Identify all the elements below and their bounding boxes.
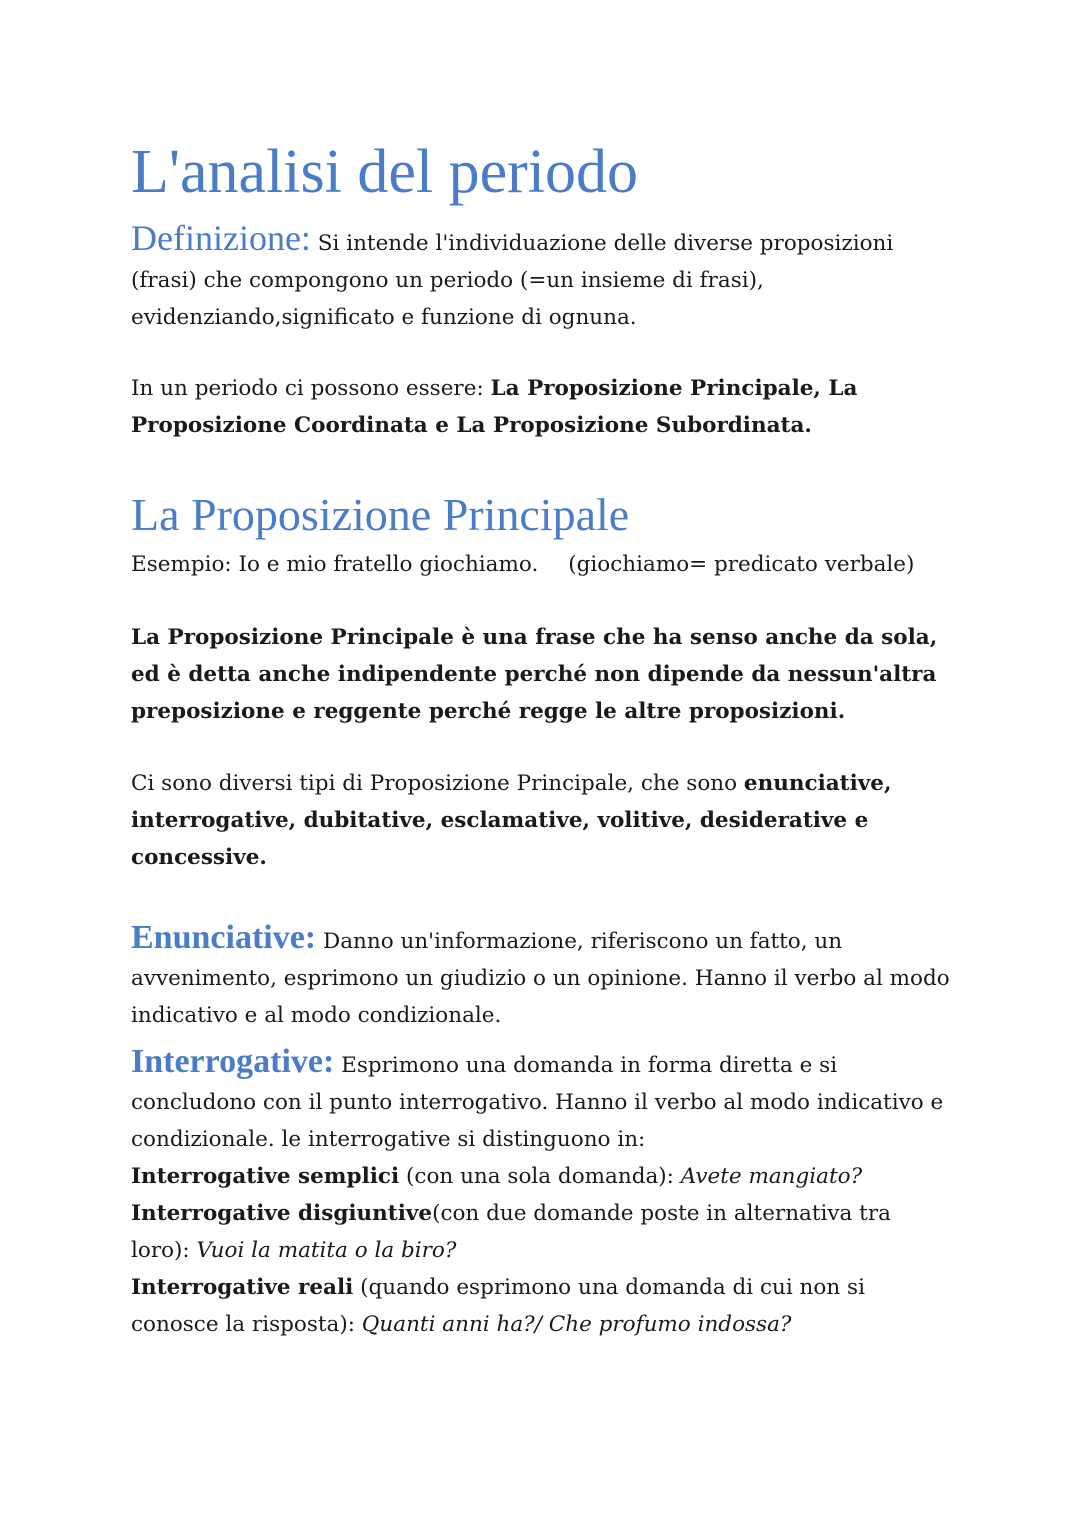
enunciative-label: Enunciative: bbox=[131, 919, 317, 956]
interrogative-item-bold: Interrogative disgiuntive bbox=[131, 1201, 433, 1226]
page-title: L'analisi del periodo bbox=[131, 138, 639, 206]
interrogative-text: Esprimono una domanda in forma diretta e si concludono con il punto interrogativo. Hanno il verbo al modo indicativo e condizionale. le interrogative si distinguono in: bbox=[131, 1053, 944, 1152]
interrogative-item-example: Avete mangiato? bbox=[680, 1164, 863, 1189]
interrogative-item bbox=[131, 1201, 891, 1263]
types-intro-text: In un periodo ci possono essere: bbox=[131, 376, 491, 401]
definition-paragraph bbox=[131, 220, 951, 336]
principale-definition-bold: La Proposizione Principale è una frase che ha senso anche da sola, ed è detta anche indipendente perché non dipende da nessun'altra preposizione e reggente perché regge le altre proposizioni. bbox=[131, 625, 938, 724]
example-note: (giochiamo= predicato verbale) bbox=[568, 552, 915, 577]
definition-text: Si intende l'individuazione delle diverse proposizioni (frasi) che compongono un periodo (=un insieme di frasi), evidenziando,significato e funzione di ognuna. bbox=[131, 231, 894, 330]
interrogative-item bbox=[131, 1275, 865, 1337]
principale-kinds-text: Ci sono diversi tipi di Proposizione Principale, che sono bbox=[131, 771, 744, 796]
principale-kinds bbox=[131, 765, 951, 876]
interrogative-item-text: (con una sola domanda): bbox=[399, 1164, 681, 1189]
enunciative-text: Danno un'informazione, riferiscono un fatto, un avvenimento, esprimono un giudizio o un opinione. Hanno il verbo al modo indicativo e al modo condizionale. bbox=[131, 929, 950, 1028]
interrogative-item-text: (con due domande poste in alternativa tra loro): bbox=[131, 1201, 891, 1263]
interrogative-paragraph bbox=[131, 1043, 951, 1343]
example-text: Esempio: Io e mio fratello giochiamo. bbox=[131, 552, 539, 577]
principale-definition bbox=[131, 619, 951, 730]
enunciative-paragraph bbox=[131, 919, 951, 1034]
interrogative-item-text: (quando esprimono una domanda di cui non si conosce la risposta): bbox=[131, 1275, 865, 1337]
types-intro-bold: La Proposizione Principale, La Proposizione Coordinata e La Proposizione Subordinata. bbox=[131, 376, 858, 438]
interrogative-item-example: Quanti anni ha?/ Che profumo indossa? bbox=[361, 1312, 792, 1337]
interrogative-item-bold: Interrogative semplici bbox=[131, 1164, 400, 1189]
interrogative-item bbox=[131, 1164, 862, 1189]
types-intro-paragraph bbox=[131, 370, 951, 444]
interrogative-item-example: Vuoi la matita o la biro? bbox=[196, 1238, 457, 1263]
section-heading-principale: La Proposizione Principale bbox=[131, 489, 630, 540]
interrogative-label: Interrogative: bbox=[131, 1043, 335, 1080]
interrogative-item-bold: Interrogative reali bbox=[131, 1275, 354, 1300]
definition-label: Definizione: bbox=[131, 218, 311, 258]
principale-kinds-bold: enunciative, interrogative, dubitative, esclamative, volitive, desiderative e concessive. bbox=[131, 771, 892, 870]
example-line bbox=[131, 546, 951, 583]
